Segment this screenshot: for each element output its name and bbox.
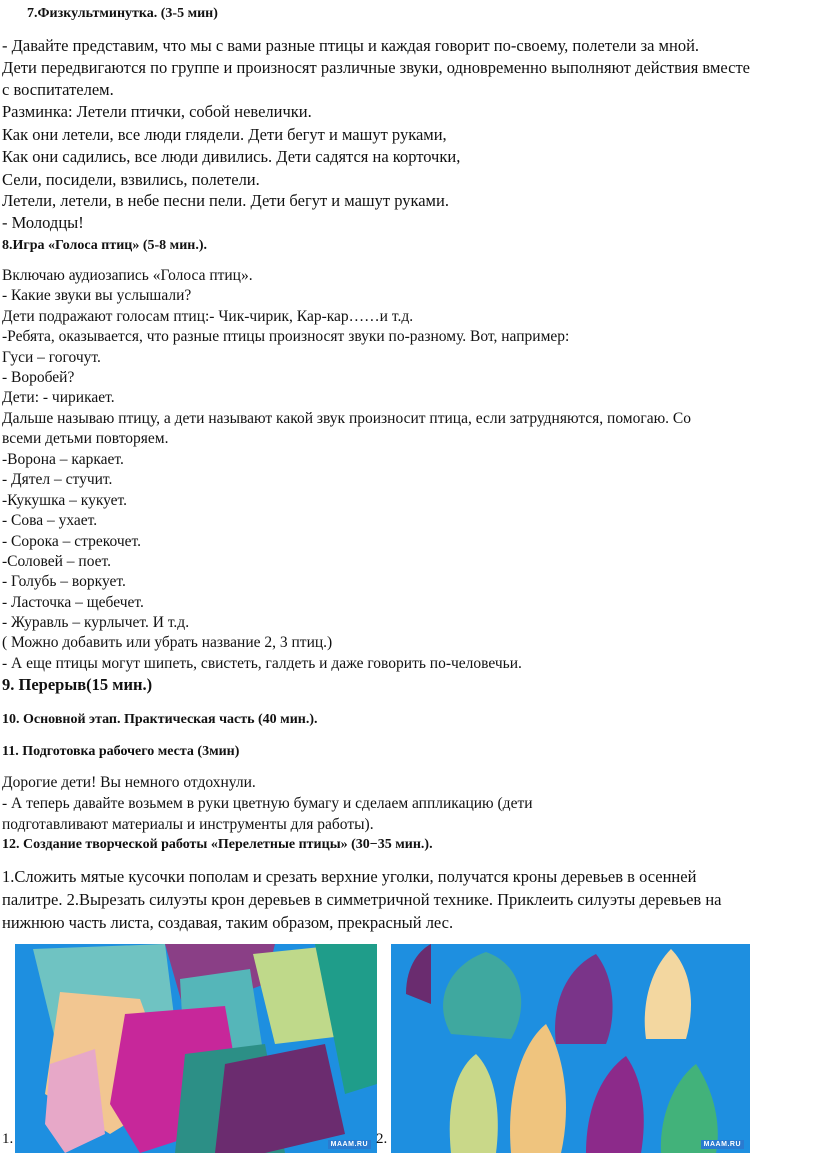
section-8-line: - Какие звуки вы услышали? — [2, 287, 192, 304]
section-8-line: - Голубь – воркует. — [2, 573, 126, 590]
photo-crumpled-paper — [15, 944, 377, 1153]
tree-crowns-illustration — [391, 944, 750, 1153]
watermark: MAAM.RU — [701, 1140, 744, 1149]
section-12-line: нижнюю часть листа, создавая, таким образом, прекрасный лес. — [2, 913, 454, 932]
section-7-line: с воспитателем. — [2, 80, 114, 99]
section-7-line: Дети передвигаются по группе и произносят различные звуки, одновременно выполняют действия вместе — [2, 58, 750, 77]
section-8-line: - А еще птицы могут шипеть, свистеть, галдеть и даже говорить по-человечьи. — [2, 655, 522, 672]
section-11-line: подготавливают материалы и инструменты для работы). — [2, 816, 374, 833]
section-7-line: - Давайте представим, что мы с вами разные птицы и каждая говорит по-своему, полетели за мной. — [2, 36, 700, 55]
section-8-line: Дети: - чирикает. — [2, 389, 115, 406]
section-8-line: Гуси – гогочут. — [2, 349, 101, 366]
section-8-line: - Дятел – стучит. — [2, 471, 113, 488]
section-8-line: - Сова – ухает. — [2, 512, 98, 529]
photo-2-label: 2. — [376, 1131, 388, 1147]
section-7-heading: 7.Физкультминутка. (3-5 мин) — [27, 6, 218, 21]
section-7-line: Как они летели, все люди глядели. Дети бегут и машут руками, — [2, 125, 447, 144]
watermark: MAAM.RU — [328, 1140, 371, 1149]
section-8-line: - Воробей? — [2, 369, 75, 386]
section-8-line: -Кукушка – кукует. — [2, 492, 128, 509]
section-8-line: всеми детьми повторяем. — [2, 430, 169, 447]
section-10-heading: 10. Основной этап. Практическая часть (40 мин.). — [2, 712, 318, 727]
section-7-line: - Молодцы! — [2, 213, 84, 232]
section-8-line: - Ласточка – щебечет. — [2, 594, 144, 611]
crumpled-paper-illustration — [15, 944, 377, 1153]
section-8-heading: 8.Игра «Голоса птиц» (5-8 мин.). — [2, 238, 207, 253]
section-7-line: Как они садились, все люди дивились. Дети садятся на корточки, — [2, 147, 461, 166]
section-8-line: - Сорока – стрекочет. — [2, 533, 142, 550]
photo-1-label: 1. — [2, 1131, 14, 1147]
section-12-line: палитре. 2.Вырезать силуэты крон деревьев в симметричной технике. Приклеить силуэты деревьев на — [2, 890, 722, 909]
section-11-line: - А теперь давайте возьмем в руки цветную бумагу и сделаем аппликацию (дети — [2, 795, 533, 812]
section-8-line: ( Можно добавить или убрать название 2, 3 птиц.) — [2, 634, 333, 651]
section-12-heading: 12. Создание творческой работы «Перелетные птицы» (30−35 мин.). — [2, 837, 433, 852]
section-7-line: Разминка: Летели птички, собой невелички. — [2, 102, 312, 121]
section-11-heading: 11. Подготовка рабочего места (3мин) — [2, 744, 240, 759]
section-11-line: Дорогие дети! Вы немного отдохнули. — [2, 774, 256, 791]
section-7-line: Сели, посидели, взвились, полетели. — [2, 170, 260, 189]
section-9-heading: 9. Перерыв(15 мин.) — [2, 675, 153, 694]
section-8-line: Дети подражают голосам птиц:- Чик-чирик, Кар-кар……и т.д. — [2, 308, 414, 325]
section-8-line: Дальше называю птицу, а дети называют какой звук произносит птица, если затрудняются, помогаю. Со — [2, 410, 692, 427]
section-8-line: -Ребята, оказывается, что разные птицы произносят звуки по-разному. Вот, например: — [2, 328, 570, 345]
section-12-line: 1.Сложить мятые кусочки пополам и срезать верхние уголки, получатся кроны деревьев в осенней — [2, 867, 697, 886]
section-7-line: Летели, летели, в небе песни пели. Дети бегут и машут руками. — [2, 191, 449, 210]
section-8-line: -Соловей – поет. — [2, 553, 112, 570]
section-8-line: - Журавль – курлычет. И т.д. — [2, 614, 190, 631]
photo-tree-crowns — [391, 944, 750, 1153]
section-8-line: -Ворона – каркает. — [2, 451, 124, 468]
section-8-line: Включаю аудиозапись «Голоса птиц». — [2, 267, 253, 284]
